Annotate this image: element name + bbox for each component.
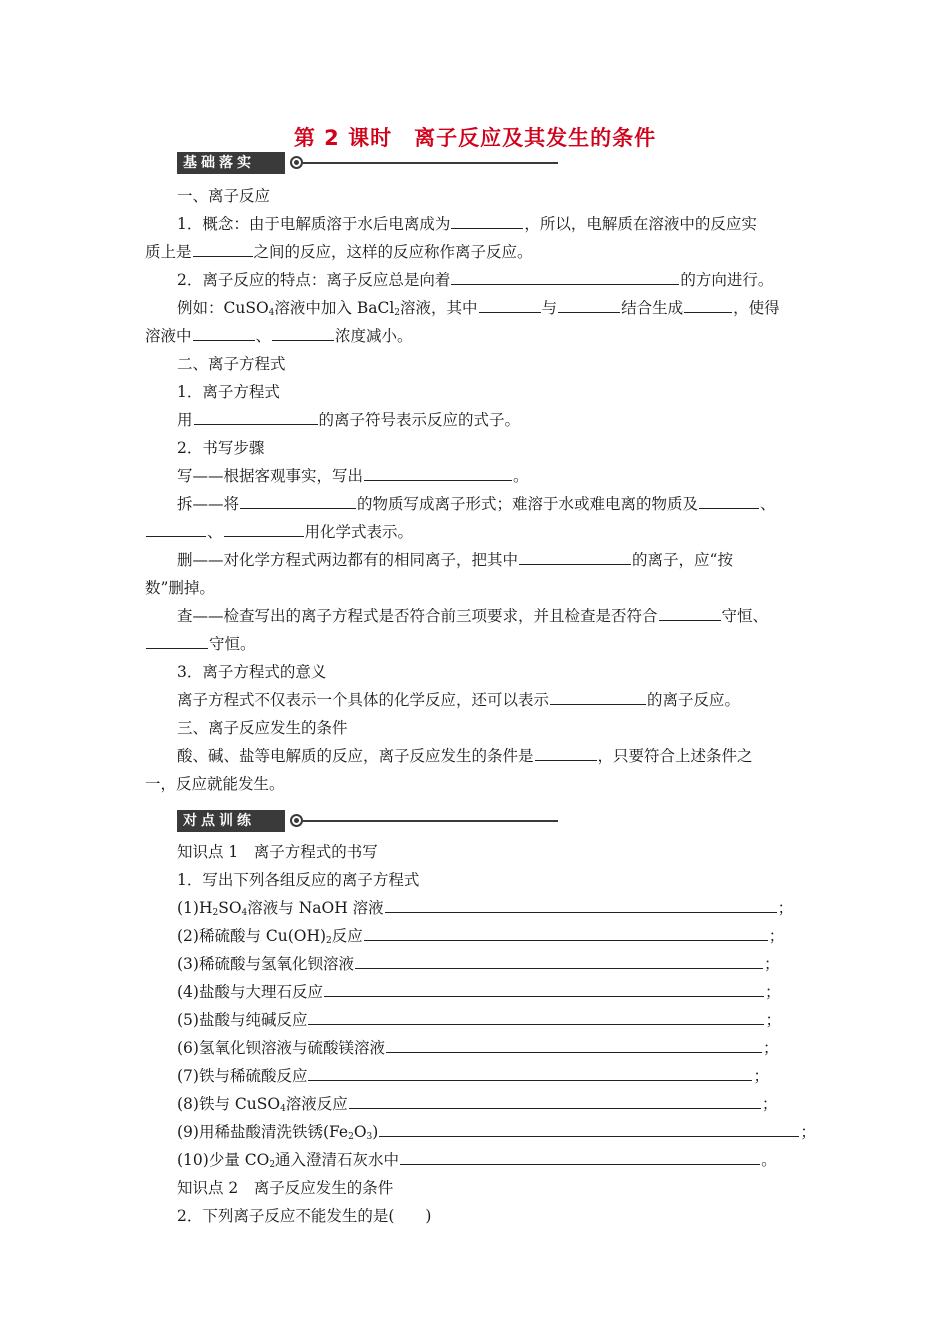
fill-blank[interactable]	[193, 326, 255, 341]
paragraph: 、 用化学式表示。	[145, 522, 810, 542]
heading-1: 一、离子反应	[177, 187, 271, 205]
band-label: 对点训练	[177, 810, 285, 832]
answer-line[interactable]	[386, 1038, 762, 1053]
paragraph: 2．离子反应的特点：离子反应总是向着 的方向进行。	[177, 271, 774, 289]
subheading: 3．离子方程式的意义	[177, 663, 327, 681]
band-rule	[303, 162, 558, 164]
paragraph: 例如：CuSO$_4$溶液中加入 BaCl$_2$溶液，其中 与 结合生成 ，使得	[177, 299, 780, 318]
answer-line[interactable]	[324, 982, 764, 997]
exercise-item: (10)少量 $CO_2$通入澄清石灰水中 。	[177, 1151, 777, 1170]
knowledge-point-heading: 知识点 1 离子方程式的书写	[177, 843, 378, 861]
paragraph: 守恒。	[145, 634, 810, 654]
fill-blank[interactable]	[194, 410, 318, 425]
bullet-dot-icon	[290, 814, 303, 827]
fill-blank[interactable]	[699, 494, 759, 509]
fill-blank[interactable]	[193, 242, 253, 257]
answer-line[interactable]	[349, 1094, 761, 1109]
fill-blank[interactable]	[272, 326, 334, 341]
paragraph: 溶液中 、 浓度减小。	[145, 327, 413, 345]
band-label: 基础落实	[177, 152, 285, 174]
fill-blank[interactable]	[479, 298, 541, 313]
paragraph: 删——对化学方程式两边都有的相同离子，把其中 的离子，应“按	[177, 551, 733, 569]
fill-blank[interactable]	[364, 466, 512, 481]
fill-blank[interactable]	[224, 522, 304, 537]
fill-blank[interactable]	[240, 494, 356, 509]
paragraph: 离子方程式不仅表示一个具体的化学反应，还可以表示 的离子反应。	[177, 691, 741, 709]
answer-line[interactable]	[379, 1122, 799, 1137]
question-stem: 1．写出下列各组反应的离子方程式	[177, 871, 420, 889]
answer-line[interactable]	[355, 954, 763, 969]
answer-line[interactable]	[308, 1010, 764, 1025]
paragraph: 质上是 之间的反应，这样的反应称作离子反应。	[145, 243, 533, 261]
exercise-item: (7)铁与稀硫酸反应 ；	[177, 1067, 769, 1085]
paragraph: 酸、碱、盐等电解质的反应，离子反应发生的条件是 ，只要符合上述条件之	[177, 747, 753, 765]
answer-line[interactable]	[364, 926, 768, 941]
answer-line[interactable]	[385, 898, 777, 913]
fill-blank[interactable]	[519, 550, 631, 565]
fill-blank[interactable]	[451, 270, 679, 285]
band-rule	[303, 820, 558, 822]
fill-blank[interactable]	[146, 634, 208, 649]
answer-line[interactable]	[308, 1066, 752, 1081]
fill-blank[interactable]	[558, 298, 620, 313]
exercise-item: (6)氢氧化钡溶液与硫酸镁溶液 ；	[177, 1039, 779, 1057]
fill-blank[interactable]	[684, 298, 732, 313]
fill-blank[interactable]	[550, 690, 646, 705]
exercise-item: $(1)H_2SO_4$溶液与 NaOH 溶液 ；	[177, 899, 794, 918]
exercise-item: (4)盐酸与大理石反应 ；	[177, 983, 781, 1001]
fill-blank[interactable]	[659, 606, 721, 621]
paragraph: 数”删掉。	[145, 579, 215, 597]
knowledge-point-heading: 知识点 2 离子反应发生的条件	[177, 1179, 394, 1197]
paragraph: 写——根据客观事实，写出 。	[177, 467, 529, 485]
paragraph: 查——检查写出的离子方程式是否符合前三项要求，并且检查是否符合 守恒、	[177, 607, 769, 625]
exercise-item: (8)铁与 CuSO$_4$溶液反应 ；	[177, 1095, 778, 1114]
exercise-item: (3)稀硫酸与氢氧化钡溶液 ；	[177, 955, 780, 973]
subheading: 2．书写步骤	[177, 439, 265, 457]
exercise-item: (2)稀硫酸与 $Cu(OH)_2$反应 ；	[177, 927, 785, 946]
exercise-item: (5)盐酸与纯碱反应 ；	[177, 1011, 781, 1029]
paragraph: 一，反应就能发生。	[145, 775, 285, 793]
fill-blank[interactable]	[535, 746, 597, 761]
bullet-dot-icon	[290, 156, 303, 169]
fill-blank[interactable]	[451, 214, 523, 229]
heading-2: 二、离子方程式	[177, 355, 286, 373]
paragraph: 拆——将 的物质写成离子形式；难溶于水或难电离的物质及 、	[177, 495, 776, 513]
heading-3: 三、离子反应发生的条件	[177, 719, 348, 737]
paragraph: 用 的离子符号表示反应的式子。	[177, 411, 521, 429]
paragraph: 1．概念：由于电解质溶于水后电离成为 ，所以，电解质在溶液中的反应实	[177, 215, 757, 233]
fill-blank[interactable]	[146, 522, 206, 537]
exercise-item: (9)用稀盐酸清洗铁锈$(Fe_2O_3)$ ；	[177, 1123, 816, 1142]
answer-line[interactable]	[400, 1150, 760, 1165]
question-stem: 2．下列离子反应不能发生的是( )	[177, 1207, 432, 1225]
subheading: 1．离子方程式	[177, 383, 280, 401]
page-title: 第 2 课时 离子反应及其发生的条件	[293, 126, 657, 150]
